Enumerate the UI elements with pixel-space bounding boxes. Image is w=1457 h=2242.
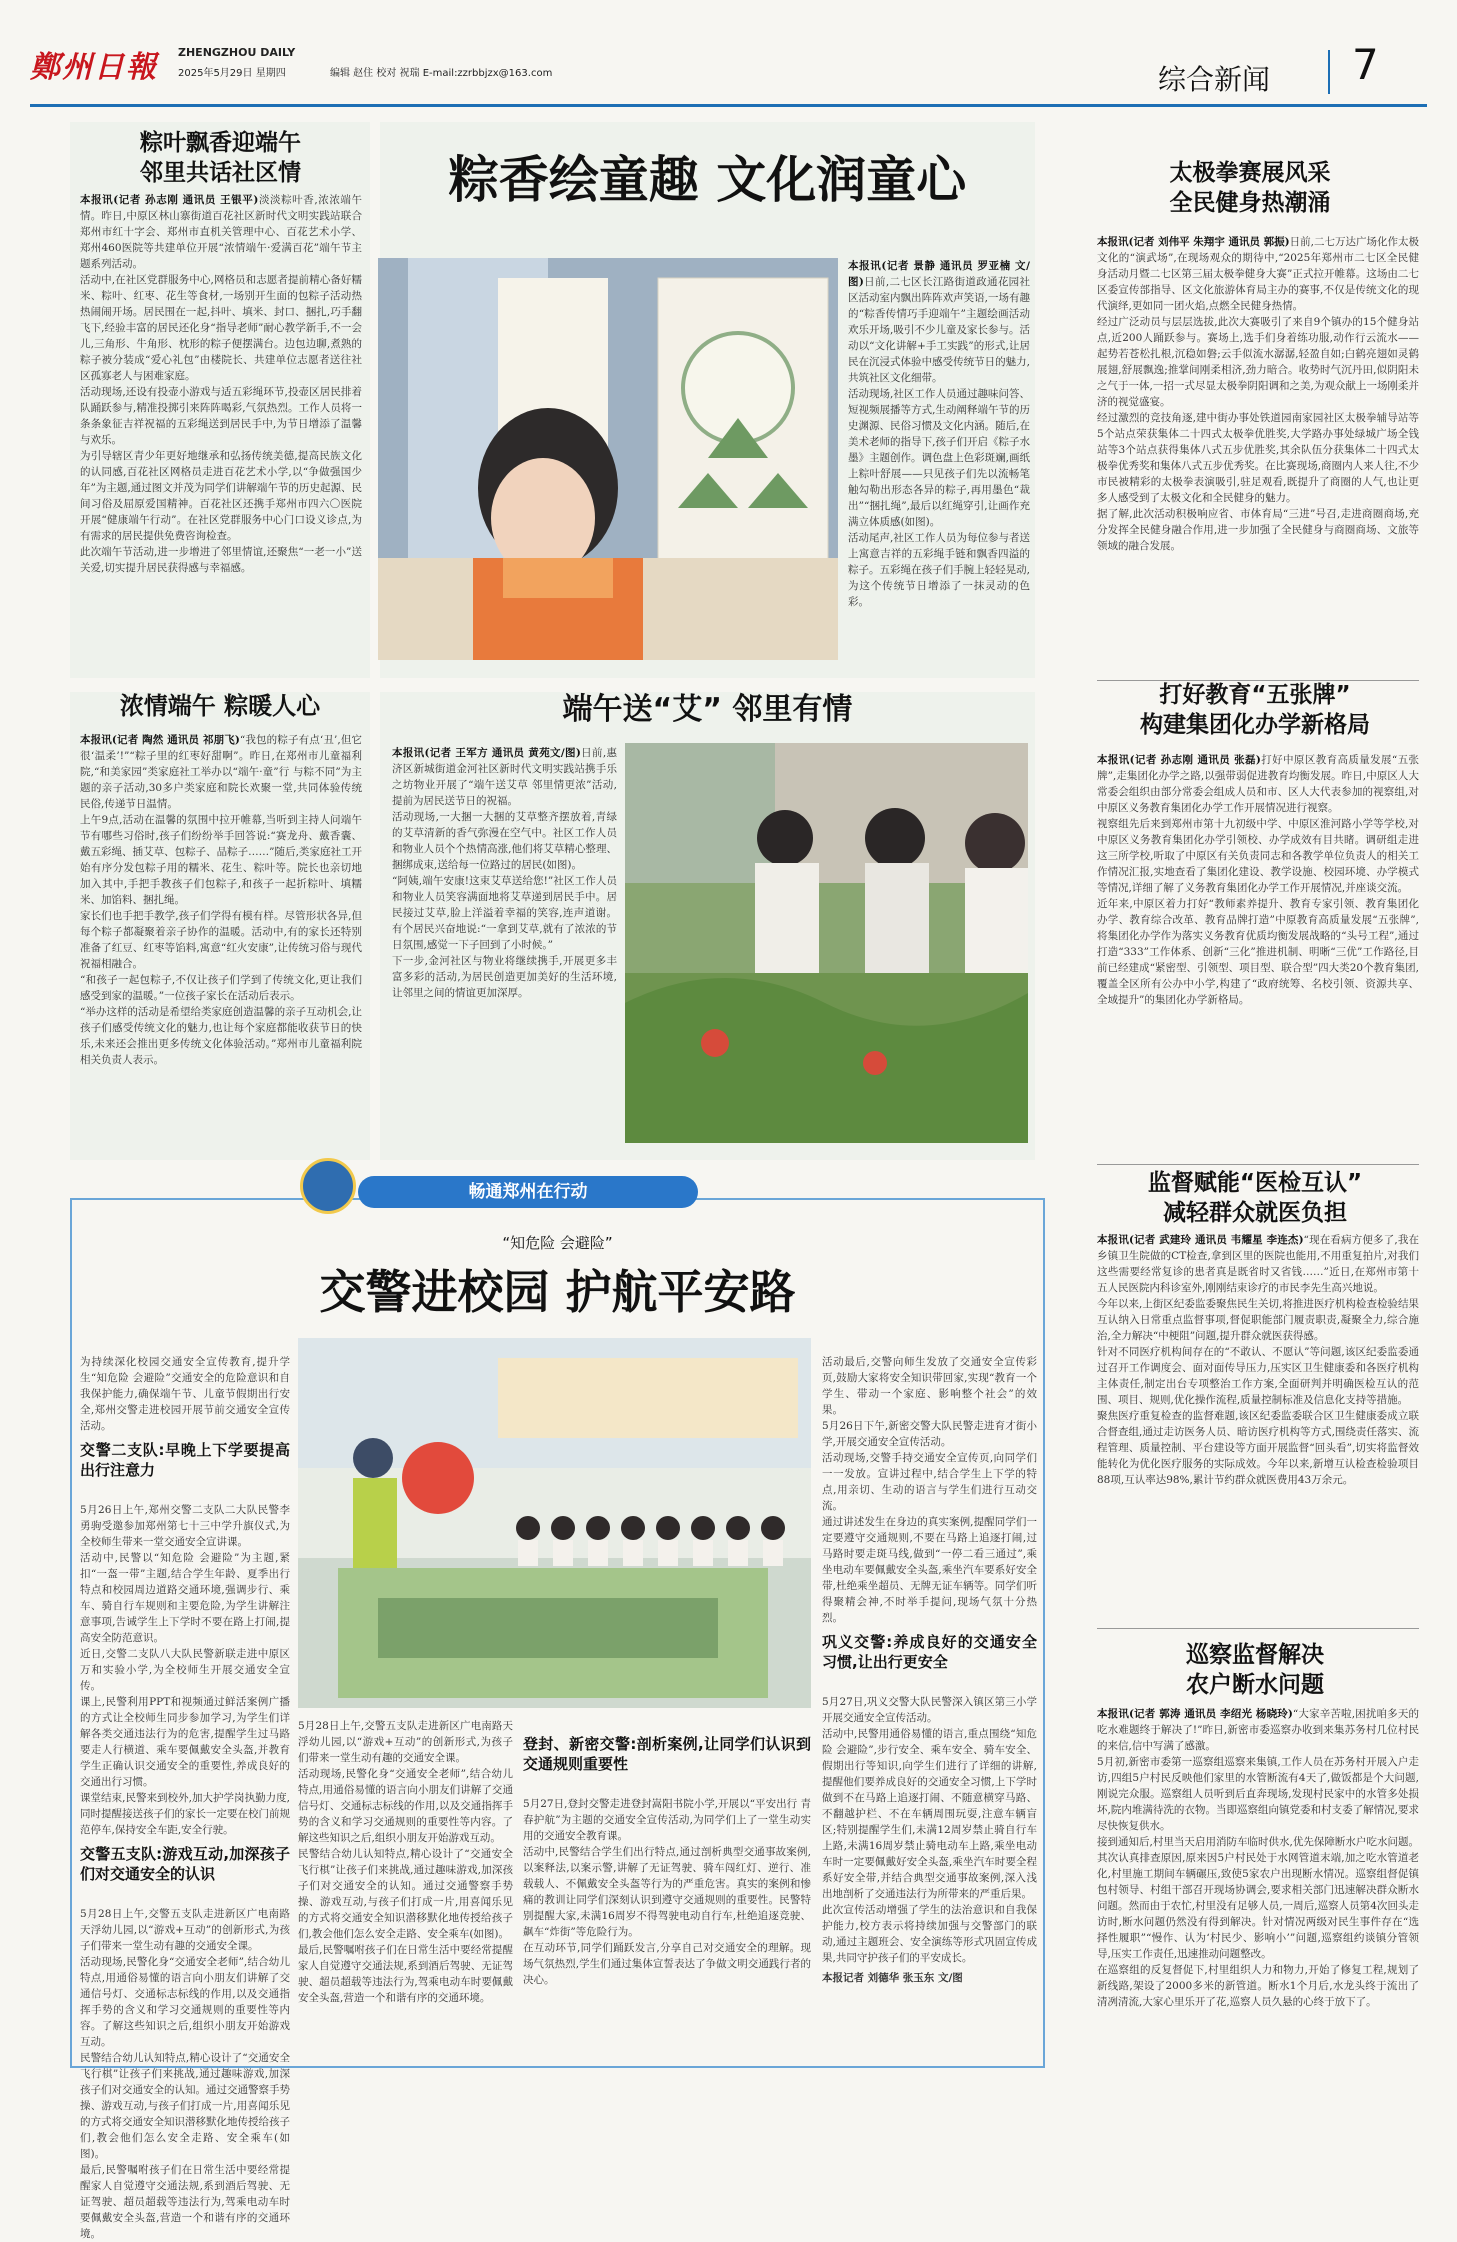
article-title: 粽叶飘香迎端午 邻里共话社区情: [140, 130, 301, 186]
article-title: 粽香绘童趣 文化润童心: [448, 151, 967, 209]
masthead-en: ZHENGZHOU DAILY: [178, 46, 296, 59]
article-body: 本报讯(记者 陶然 通讯员 祁朋飞)“我包的粽子有点‘丑’,但它很‘温柔’!”“粽子里的红枣好甜啊”。昨日,在郑州市儿童福利院,“和美家园”类家庭社工举办以“端午·童”行 与粽不同”为主题的亲子活动,30多户类家庭和院长欢聚一堂,共同体验传统民俗,传递节日温情。 上午9点,活动在温馨的氛围中拉开帷幕,当听到主持人问端午节有哪些习俗时,孩子们纷纷举手回答说:“赛龙舟、戴香囊、戴五彩绳、插艾草、包粽子、品粽子……”随后,类家庭社工开始有序分发包粽子用的糯米、花生、粽叶等。院长也亲切地加入其中,手把手教孩子们包粽子,和孩子一起折粽叶、填糯米、加馅料、捆扎绳。 家长们也手把手教学,孩子们学得有模有样。尽管形状各异,但每个粽子都凝聚着亲子协作的温暖。活动中,有的家长还特别准备了红豆、红枣等馅料,寓意“红火安康”,让传统习俗与现代祝福相融合。 “和孩子一起包粽子,不仅让孩子们学到了传统文化,更让我们感受到家的温暖。”一位孩子家长在活动后表示。 “举办这样的活动是希望给类家庭创造温馨的亲子互动机会,让孩子们感受传统文化的魅力,也让每个家庭都能收获节日的快乐,未来还会推出更多传统文化体验活动。”郑州市儿童福利院相关负责人表示。: [80, 734, 362, 1066]
subhead: 登封、新密交警:剖析案例,让同学们认识到交通规则重要性: [523, 1735, 811, 1773]
logo: 鄭州日報: [30, 50, 158, 85]
article-body: 本报讯(记者 孙志刚 通讯员 王银平)淡淡粽叶香,浓浓端午情。昨日,中原区林山寨街道百花社区新时代文明实践站联合郑州市红十字会、郑州市直机关管理中心、百花艺术小学、郑州460医院等共建单位开展“浓情端午·爱满百花”端午节主题系列活动。 活动中,在社区党群服务中心,网格员和志愿者提前精心备好糯米、粽叶、红枣、花生等食材,一场别开生面的包粽子活动热热闹闹开场。居民围在一起,抖叶、填米、封口、捆扎,巧手翻飞下,经验丰富的居民还化身“指导老师”耐心教学新手,不一会儿,三角形、牛角形、枕形的粽子便摆满台。边包边聊,煮熟的粽子被分装成“爱心礼包”由楼院长、共建单位志愿者送往社区孤寡老人与困难家庭。 活动现场,还设有投壶小游戏与适五彩绳环节,投壶区居民排着队踊跃参与,精准投掷引来阵阵喝彩,气氛热烈。工作人员将一条条象征吉祥祝福的五彩绳送到居民手中,为节日增添了温馨与欢乐。 为引导辖区青少年更好地继承和弘扬传统美德,提高民族文化的认同感,百花社区网格员走进百花艺术小学,以“争做强国少年”为主题,通过图文并茂为同学们讲解端午节的历史起源、民间习俗及屈原爱国精神。百花社区还携手郑州市四六〇医院开展“健康端午行动”。在社区党群服务中心门口设义诊点,为有需求的居民提供免费咨询检查。 此次端午节活动,进一步增进了邻里情谊,还聚焦“一老一小”送关爱,切实提升居民获得感与幸福感。: [80, 194, 363, 574]
subhead: 交警五支队:游戏互动,加深孩子们对交通安全的认识: [80, 1845, 290, 1883]
page-number: 7: [1352, 40, 1379, 89]
article-title: 打好教育“五张牌” 构建集团化办学新格局: [1140, 682, 1370, 738]
subhead: 交警二支队:早晚上下学要提高出行注意力: [80, 1441, 290, 1479]
article-body: 本报讯(记者 郭涛 通讯员 李绍光 杨晓玲)“大家辛苦啦,困扰咱多天的吃水难题终于解决了!”昨日,新密市委巡察办收到来集苏务村几位村民的来信,信中写满了感激。 5月初,新密市委第一巡察组巡察来集镇,工作人员在苏务村开展入户走访,四组5户村民反映他们家里的水管断流有4天了,做饭都是个大问题,刚说完众服。巡察组人员听到后直奔现场,发现村民家中的水管多处损坏,院内堆满待洗的衣物。当即巡察组向镇党委和村支委了解情况,要求尽快恢复供水。 接到通知后,村里当天启用消防车临时供水,优先保障断水户吃水问题。其次认真排查原因,原来因5户村民处于水网管道末端,加之吃水管道老化,村里施工期间车辆碾压,致使5家农户出现断水情况。巡察组督促镇包村领导、村组干部召开现场协调会,要求相关部门迅速解决群众断水问题。然而由于农忙,村里没有足够人员,一周后,巡察人员第4次回头走访时,断水问题仍然没有得到解决。针对情况两级对民生事件存在“选择性履职”“慢作、认为‘村民少、影响小’”问题,巡察组约谈镇分管领导,压实工作责任,迅速推动问题整改。 在巡察组的反复督促下,村里组织人力和物力,开始了修复工程,规划了新线路,架设了2000多米的新管道。断水1个月后,水龙头终于流出了清冽清流,大家心里乐开了花,巡察人员久悬的心终于放下了。: [1097, 1708, 1419, 2008]
article-title: 浓情端午 粽暖人心: [119, 692, 321, 720]
masthead-date: 2025年5月29日 星期四: [178, 68, 286, 79]
article-title: 端午送“艾” 邻里有情: [562, 692, 853, 727]
mugwort-distribution-photo: [625, 743, 1028, 1143]
article-body: 为持续深化校园交通安全宣传教育,提升学生“知危险 会避险”交通安全的危险意识和自我保护能力,确保端午节、儿童节假期出行安全,郑州交警走进校园开展节前交通安全宣传活动。 交警二支队:早晚上下学要提高出行注意力 5月26日上午,郑州交警二支队二大队民警李勇驹受邀参加郑州第七十三中学升旗仪式,为全校师生带来一堂交通安全宣讲课。 活动中,民警以“知危险 会避险”为主题,紧扣“一盔一带”主题,结合学生年龄、夏季出行特点和校园周边道路交通环境,强调步行、乘车、骑自行车规则和主要危险,为学生讲解注意事项,告诫学生上下学时不要在路上打闹,提高安全防范意识。 近日,交警二支队八大队民警新联走进中原区万和实验小学,为全校师生开展交通安全宣传。 课上,民警利用PPT和视频通过鲜活案例广播的方式让全校师生同步参加学习,为学生们详解各类交通违法行为的危害,提醒学生过马路要走人行横道、乘车要佩戴安全头盔,并教育学生正确认识交通安全的重要性,养成良好的交通出行习惯。 课堂结束,民警来到校外,加大护学岗执勤力度,同时提醒接送孩子们的家长一定要在校门前规范停车,保持安全车距,安全行驶。 交警五支队:游戏互动,加深孩子们对交通安全的认识 5月28日上午,交警五支队走进新区广电南路天浮幼儿园,以“游戏+互动”的创新形式,为孩子们带来一堂生动有趣的交通安全课。 活动现场,民警化身“交通安全老师”,结合幼儿特点,用通俗易懂的语言向小朋友们讲解了交通信号灯、交通标志标线的作用,以及交通指挥手势的含义和学习交通规则的重要性等内容。了解这些知识之后,组织小朋友开始游戏互动。 民警结合幼儿认知特点,精心设计了“交通安全飞行棋”让孩子们来挑战,通过趣味游戏,加深孩子们对交通安全的认知。通过交通警察手势操、游戏互动,与孩子们打成一片,用喜闻乐见的方式将交通安全知识潜移默化地传授给孩子们,教会他们怎么安全走路、安全乘车(如图)。 最后,民警嘱咐孩子们在日常生活中要经常提醒家人自觉遵守交通法规,系到酒后驾驶、无证驾驶、超员超载等违法行为,驾乘电动车时要佩戴安全头盔,营造一个和谐有序的交通环境。: [80, 1356, 290, 2240]
banner: [300, 1172, 720, 1210]
article-title: 巡察监督解决 农户断水问题: [1186, 1642, 1324, 1698]
article-body: 本报讯(记者 刘伟平 朱翔宇 通讯员 郭振)日前,二七万达广场化作太极文化的“演武场”,在现场观众的期待中,“2025年郑州市二七区全民健身活动月暨二七区第三届太极拳健身大赛”正式拉开帷幕。这场由二七区委宣传部指导、区文化旅游体育局主办的赛事,不仅是传统文化的现代演绎,更如同一团火焰,点燃全民健身热情。 经过广泛动员与层层选拔,此次大赛吸引了来自9个镇办的15个健身站点,近200人踊跃参与。赛场上,选手们身着练功服,动作行云流水——起势若苍松扎根,沉稳如磐;云手似流水潺潺,轻盈自如;白鹤亮翅如灵鹤展翅,舒展飘逸;推掌间刚柔相济,劲力暗合。收势时气沉丹田,似阴阳未之气于一体,一招一式尽显太极拳阴阳调和之美,为观众献上一场刚柔并济的视觉盛宴。 经过激烈的竞技角逐,建中街办事处铁道园南家园社区太极拳辅导站等5个站点荣获集体二十四式太极拳优胜奖,大学路办事处绿城广场全钱站等3个站点获得集体八式五步优胜奖,其余队伍分获集体二十四式太极拳优秀奖和集体八式五步优秀奖。在比赛现场,商圈内人来人往,不少市民被精彩的太极拳表演吸引,驻足观看,既提升了商圈的人气,也让更多人感受到了太极文化和全民健身的魅力。 据了解,此次活动积极响应省、市体育局“三进”号召,走进商圈商场,充分发挥全民健身融合作用,进一步加强了全民健身与商圈商场、文旅等领域的融合发展。: [1097, 236, 1419, 552]
banner-text: 畅通郑州在行动: [358, 1176, 698, 1208]
masthead-editors: 编辑 赵住 校对 祝瑞 E-mail:zzrbbjzx@163.com: [330, 68, 553, 79]
article-body: 本报讯(记者 王军方 通讯员 黄苑文/图)日前,惠济区新城街道金河社区新时代文明实践站携手乐之坊物业开展了“端午送艾草 邻里情更浓”活动,提前为居民送节日的祝福。 活动现场,一大捆一大捆的艾草整齐摆放着,青绿的艾草清新的香气弥漫在空气中。社区工作人员和物业人员个个热情高涨,他们将艾草精心整理、捆绑成束,送给每一位路过的居民(如图)。 “阿姨,端午安康!这束艾草送给您!”社区工作人员和物业人员笑容满面地将艾草递到居民手中。居民接过艾草,脸上洋溢着幸福的笑容,连声道谢。有个居民兴奋地说:“一拿到艾草,就有了浓浓的节日氛围,感觉一下子回到了小时候。” 下一步,金河社区与物业将继续携手,开展更多丰富多彩的活动,为居民创造更加美好的生活环境,让邻里之间的情谊更加深厚。: [392, 747, 617, 999]
article-body: 登封、新密交警:剖析案例,让同学们认识到交通规则重要性 5月27日,登封交警走进登封嵩阳书院小学,开展以“平安出行 青春护航”为主题的交通安全宣传活动,为同学们上了一堂生动实用的交通安全教育课。 活动中,民警结合学生们出行特点,通过剖析典型交通事故案例,以案释法,以案示警,讲解了无证驾驶、骑车闯红灯、逆行、准载载人、不佩戴安全头盔等行为的严重危害。真实的案例和惨痛的教训让同学们深刻认识到遵守交通规则的重要性。民警特别提醒大家,未满16周岁不得驾驶电动自行车,杜绝追逐竞驶、飙车“炸街”等危险行为。 在互动环节,同学们踊跃发言,分享自己对交通安全的理解。现场气氛热烈,学生们通过集体宣誓表达了争做文明交通践行者的决心。: [523, 1735, 811, 1986]
photo-credit: 本报记者 刘德华 张玉东 文/图: [822, 1972, 963, 1984]
section-name: 综合新闻: [1158, 63, 1271, 96]
article-body: 5月28日上午,交警五支队走进新区广电南路天浮幼儿园,以“游戏+互动”的创新形式,为孩子们带来一堂生动有趣的交通安全课。 活动现场,民警化身“交通安全老师”,结合幼儿特点,用通俗易懂的语言向小朋友们讲解了交通信号灯、交通标志标线的作用,以及交通指挥手势的含义和学习交通规则的重要性等内容。了解这些知识之后,组织小朋友开始游戏互动。 民警结合幼儿认知特点,精心设计了“交通安全飞行棋”让孩子们来挑战,通过趣味游戏,加深孩子们对交通安全的认知。通过交通警察手势操、游戏互动,与孩子们打成一片,用喜闻乐见的方式将交通安全知识潜移默化地传授给孩子们,教会他们怎么安全走路、安全乘车(如图)。 最后,民警嘱咐孩子们在日常生活中要经常提醒家人自觉遵守交通法规,系到酒后驾驶、无证驾驶、超员超载等违法行为,驾乘电动车时要佩戴安全头盔,营造一个和谐有序的交通环境。: [298, 1720, 513, 2004]
police-mascot-icon: [300, 1158, 356, 1214]
subhead: 巩义交警:养成良好的交通安全习惯,让出行更安全: [822, 1633, 1037, 1671]
children-painting-photo: [378, 258, 838, 660]
article-title: 监督赋能“医检互认” 减轻群众就医负担: [1147, 1170, 1363, 1226]
article-body: 本报讯(记者 孙志刚 通讯员 张磊)打好中原区教育高质量发展“五张牌”,走集团化办学之路,以强带弱促进教育均衡发展。昨日,中原区人大常委会组织由部分常委会组成人员和市、区人大代表参加的视察组,对中原区义务教育集团化办学工作开展情况进行视察。 视察组先后来到郑州市第十九初级中学、中原区淮河路小学等学校,对中原区义务教育集团化办学引领校、办学成效有目共睹。调研组走进这三所学校,听取了中原区有关负责同志和各教学单位负责人的相关工作情况汇报,实地查看了集团化建设、教学设施、校园环境、办学模式等情况,详细了解了义务教育集团化办学工作开展情况,并座谈交流。 近年来,中原区着力打好“教师素养提升、教育专家引领、教育集团化办学、教育综合改革、教育品牌打造”中原教育高质量发展“五张牌”,将集团化办学作为落实义务教育优质均衡发展战略的“头号工程”,通过打造“333”工作体系、创新“三化”推进机制、明晰“三优”工作路径,目前已经建成“紧密型、引领型、项目型、联合型”四大类20个教育集团,覆盖全区所有公办中小学,构建了“政府统筹、名校引领、资源共享、全域提升”的集团化办学新格局。: [1097, 754, 1420, 1006]
article-body: 本报讯(记者 景静 通讯员 罗亚楠 文/图)日前,二七区长江路街道政通花园社区活动室内飘出阵阵欢声笑语,一场有趣的“粽香传情巧手迎端午”主题绘画活动欢乐开场,吸引不少儿童及家长参与。活动以“文化讲解+手工实践”的形式,让居民在沉浸式体验中感受传统节日的魅力,共筑社区文化细带。 活动现场,社区工作人员通过趣味问答、短视频展播等方式,生动阐释端午节的历史渊源、民俗习惯及文化内涵。随后,在美术老师的指导下,孩子们开启《粽子水墨》主题创作。调色盘上色彩斑斓,画纸上粽叶舒展——只见孩子们先以流畅笔触勾勒出形态各异的粽子,再用墨色“裁出”“捆扎绳”,最后以红绳穿引,让画作充满立体质感(如图)。 活动尾声,社区工作人员为每位参与者送上寓意吉祥的五彩绳手链和飘香四溢的粽子。五彩绳在孩子们手腕上轻轻晃动,为这个传统节日增添了一抹灵动的色彩。: [848, 260, 1031, 608]
article-kicker: “知危险 会避险”: [502, 1234, 613, 1252]
traffic-class-photo: [298, 1338, 811, 1708]
article-body: 本报讯(记者 武建玲 通讯员 韦耀星 李连杰)“现在看病方便多了,我在乡镇卫生院做的CT检查,拿到区里的医院也能用,不用重复拍片,对我们这些需要经常复诊的患者真是既省时又省钱……”近日,在郑州市第十五人民医院内科诊室外,刚刚结束诊疗的市民李先生高兴地说。 今年以来,上街区纪委监委聚焦民生关切,将推进医疗机构检查检验结果互认纳入日常重点监督事项,督促职能部门履责职责,凝聚全力,综合施治,全力解决“中梗阻”问题,提升群众就医获得感。 针对不同医疗机构间存在的“不敢认、不愿认”等问题,该区纪委监委通过召开工作调度会、面对面传导压力,压实区卫生健康委和各医疗机构主体责任,制定出台专项整治工作方案,全面研判并明确医检互认的范围、项目、规则,优化操作流程,质量控制标准及信息化支持等措施。 聚焦医疗重复检查的监督难题,该区纪委监委联合区卫生健康委成立联合督查组,通过走访医务人员、暗访医疗机构等方式,围绕责任落实、流程管理、质量控制、平台建设等方面开展监督“回头看”,切实将监督效能转化为优化医疗服务的实际成效。今年以来,新增互认检查检验项目88项,互认率达98%,累计节约群众就医费用43万余元。: [1097, 1234, 1419, 1486]
masthead: [30, 40, 1427, 100]
article-title: 交警进校园 护航平安路: [319, 1265, 796, 1319]
article-body: 活动最后,交警向师生发放了交通安全宣传彩页,鼓励大家将安全知识带回家,实现“教育一个学生、带动一个家庭、影响整个社会”的效果。 5月26日下午,新密交警大队民警走进育才街小学,开展交通安全宣传活动。 活动现场,交警手持交通安全宣传页,向同学们一一发放。宣讲过程中,结合学生上下学的特点,用亲切、生动的语言与学生们进行互动交流。 通过讲述发生在身边的真实案例,提醒同学们一定要遵守交通规则,不要在马路上追逐打闹,过马路时要走斑马线,做到“一停二看三通过”,乘坐电动车要佩戴安全头盔,乘坐汽车要系好安全带,杜绝乘坐超员、无牌无证车辆等。同学们听得聚精会神,不时举手提问,现场气氛十分热烈。 巩义交警:养成良好的交通安全习惯,让出行更安全 5月27日,巩义交警大队民警深入镇区第三小学开展交通安全宣传活动。 活动中,民警用通俗易懂的语言,重点围绕“知危险 会避险”,步行安全、乘车安全、骑车安全、假期出行等知识,向学生们进行了详细的讲解,提醒他们要养成良好的交通安全习惯,上下学时做到不在马路上追逐打闹、不随意横穿马路、不翻越护栏、不在车辆周围玩耍,注意车辆盲区;特别提醒学生们,未满12周岁禁止骑自行车上路,未满16周岁禁止骑电动车上路,乘坐电动车时一定要佩戴好安全头盔,乘坐汽车时要全程系好安全带,并结合典型交通事故案例,深入浅出地剖析了交通违法行为所带来的严重后果。 此次宣传活动增强了学生的法治意识和自我保护能力,校方表示将持续加强与交警部门的联动,通过主题班会、安全演练等形式巩固宣传成果,共同守护孩子们的平安成长。 本报记者 刘德华 张玉东 文/图: [822, 1356, 1037, 1984]
article-title: 太极拳赛展风采 全民健身热潮涌: [1169, 160, 1331, 216]
